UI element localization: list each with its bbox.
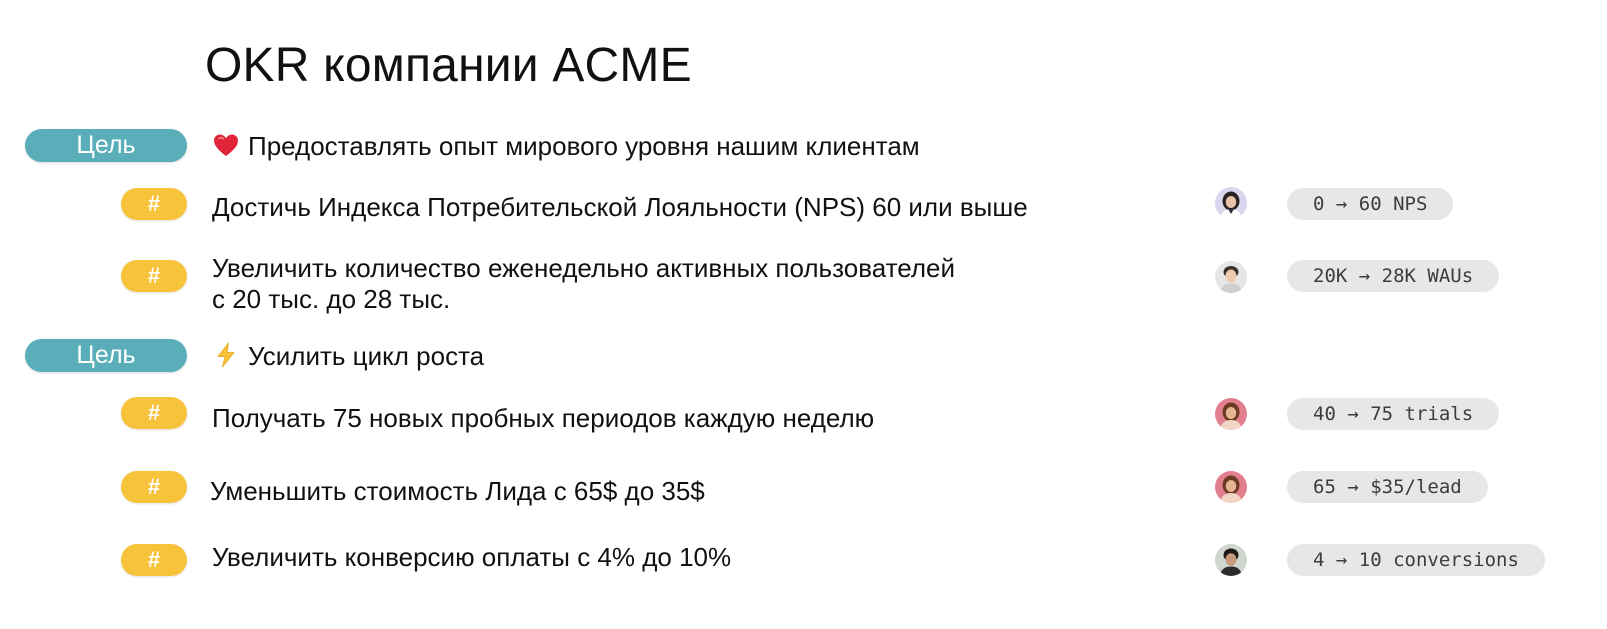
key-result-text: Уменьшить стоимость Лида с 65$ до 35$ [210, 476, 705, 506]
lightning-icon [212, 341, 240, 369]
metric-badge: 40 → 75 trials [1287, 398, 1499, 430]
key-result-text: Увеличить конверсию оплаты с 4% до 10% [212, 542, 732, 572]
owner-avatar[interactable] [1215, 398, 1247, 430]
key-result-text: Достичь Индекса Потребительской Лояльности (NPS) 60 или выше [212, 192, 1028, 222]
key-result-pill[interactable]: # [121, 260, 187, 292]
key-result-pill[interactable]: # [121, 188, 187, 220]
objective-text: Предоставлять опыт мирового уровня нашим клиентам [248, 131, 920, 161]
key-result-text: Получать 75 новых пробных периодов каждую неделю [212, 403, 875, 433]
key-result-pill[interactable]: # [121, 397, 187, 429]
owner-avatar[interactable] [1215, 261, 1247, 293]
objective-text: Усилить цикл роста [248, 341, 485, 371]
metric-badge: 65 → $35/lead [1287, 471, 1488, 503]
page-title: OKR компании ACME [205, 39, 692, 92]
objective-pill[interactable]: Цель [25, 339, 187, 372]
owner-avatar[interactable] [1215, 471, 1247, 503]
owner-avatar[interactable] [1215, 544, 1247, 576]
key-result-pill[interactable]: # [121, 544, 187, 576]
metric-badge: 0 → 60 NPS [1287, 188, 1453, 220]
owner-avatar[interactable] [1215, 187, 1247, 219]
metric-badge: 4 → 10 conversions [1287, 544, 1545, 576]
heart-icon [212, 131, 240, 159]
key-result-pill[interactable]: # [121, 471, 187, 503]
key-result-text: Увеличить количество еженедельно активных пользователей с 20 тыс. до 28 тыс. [212, 253, 955, 314]
objective-pill[interactable]: Цель [25, 129, 187, 162]
metric-badge: 20K → 28K WAUs [1287, 260, 1499, 292]
